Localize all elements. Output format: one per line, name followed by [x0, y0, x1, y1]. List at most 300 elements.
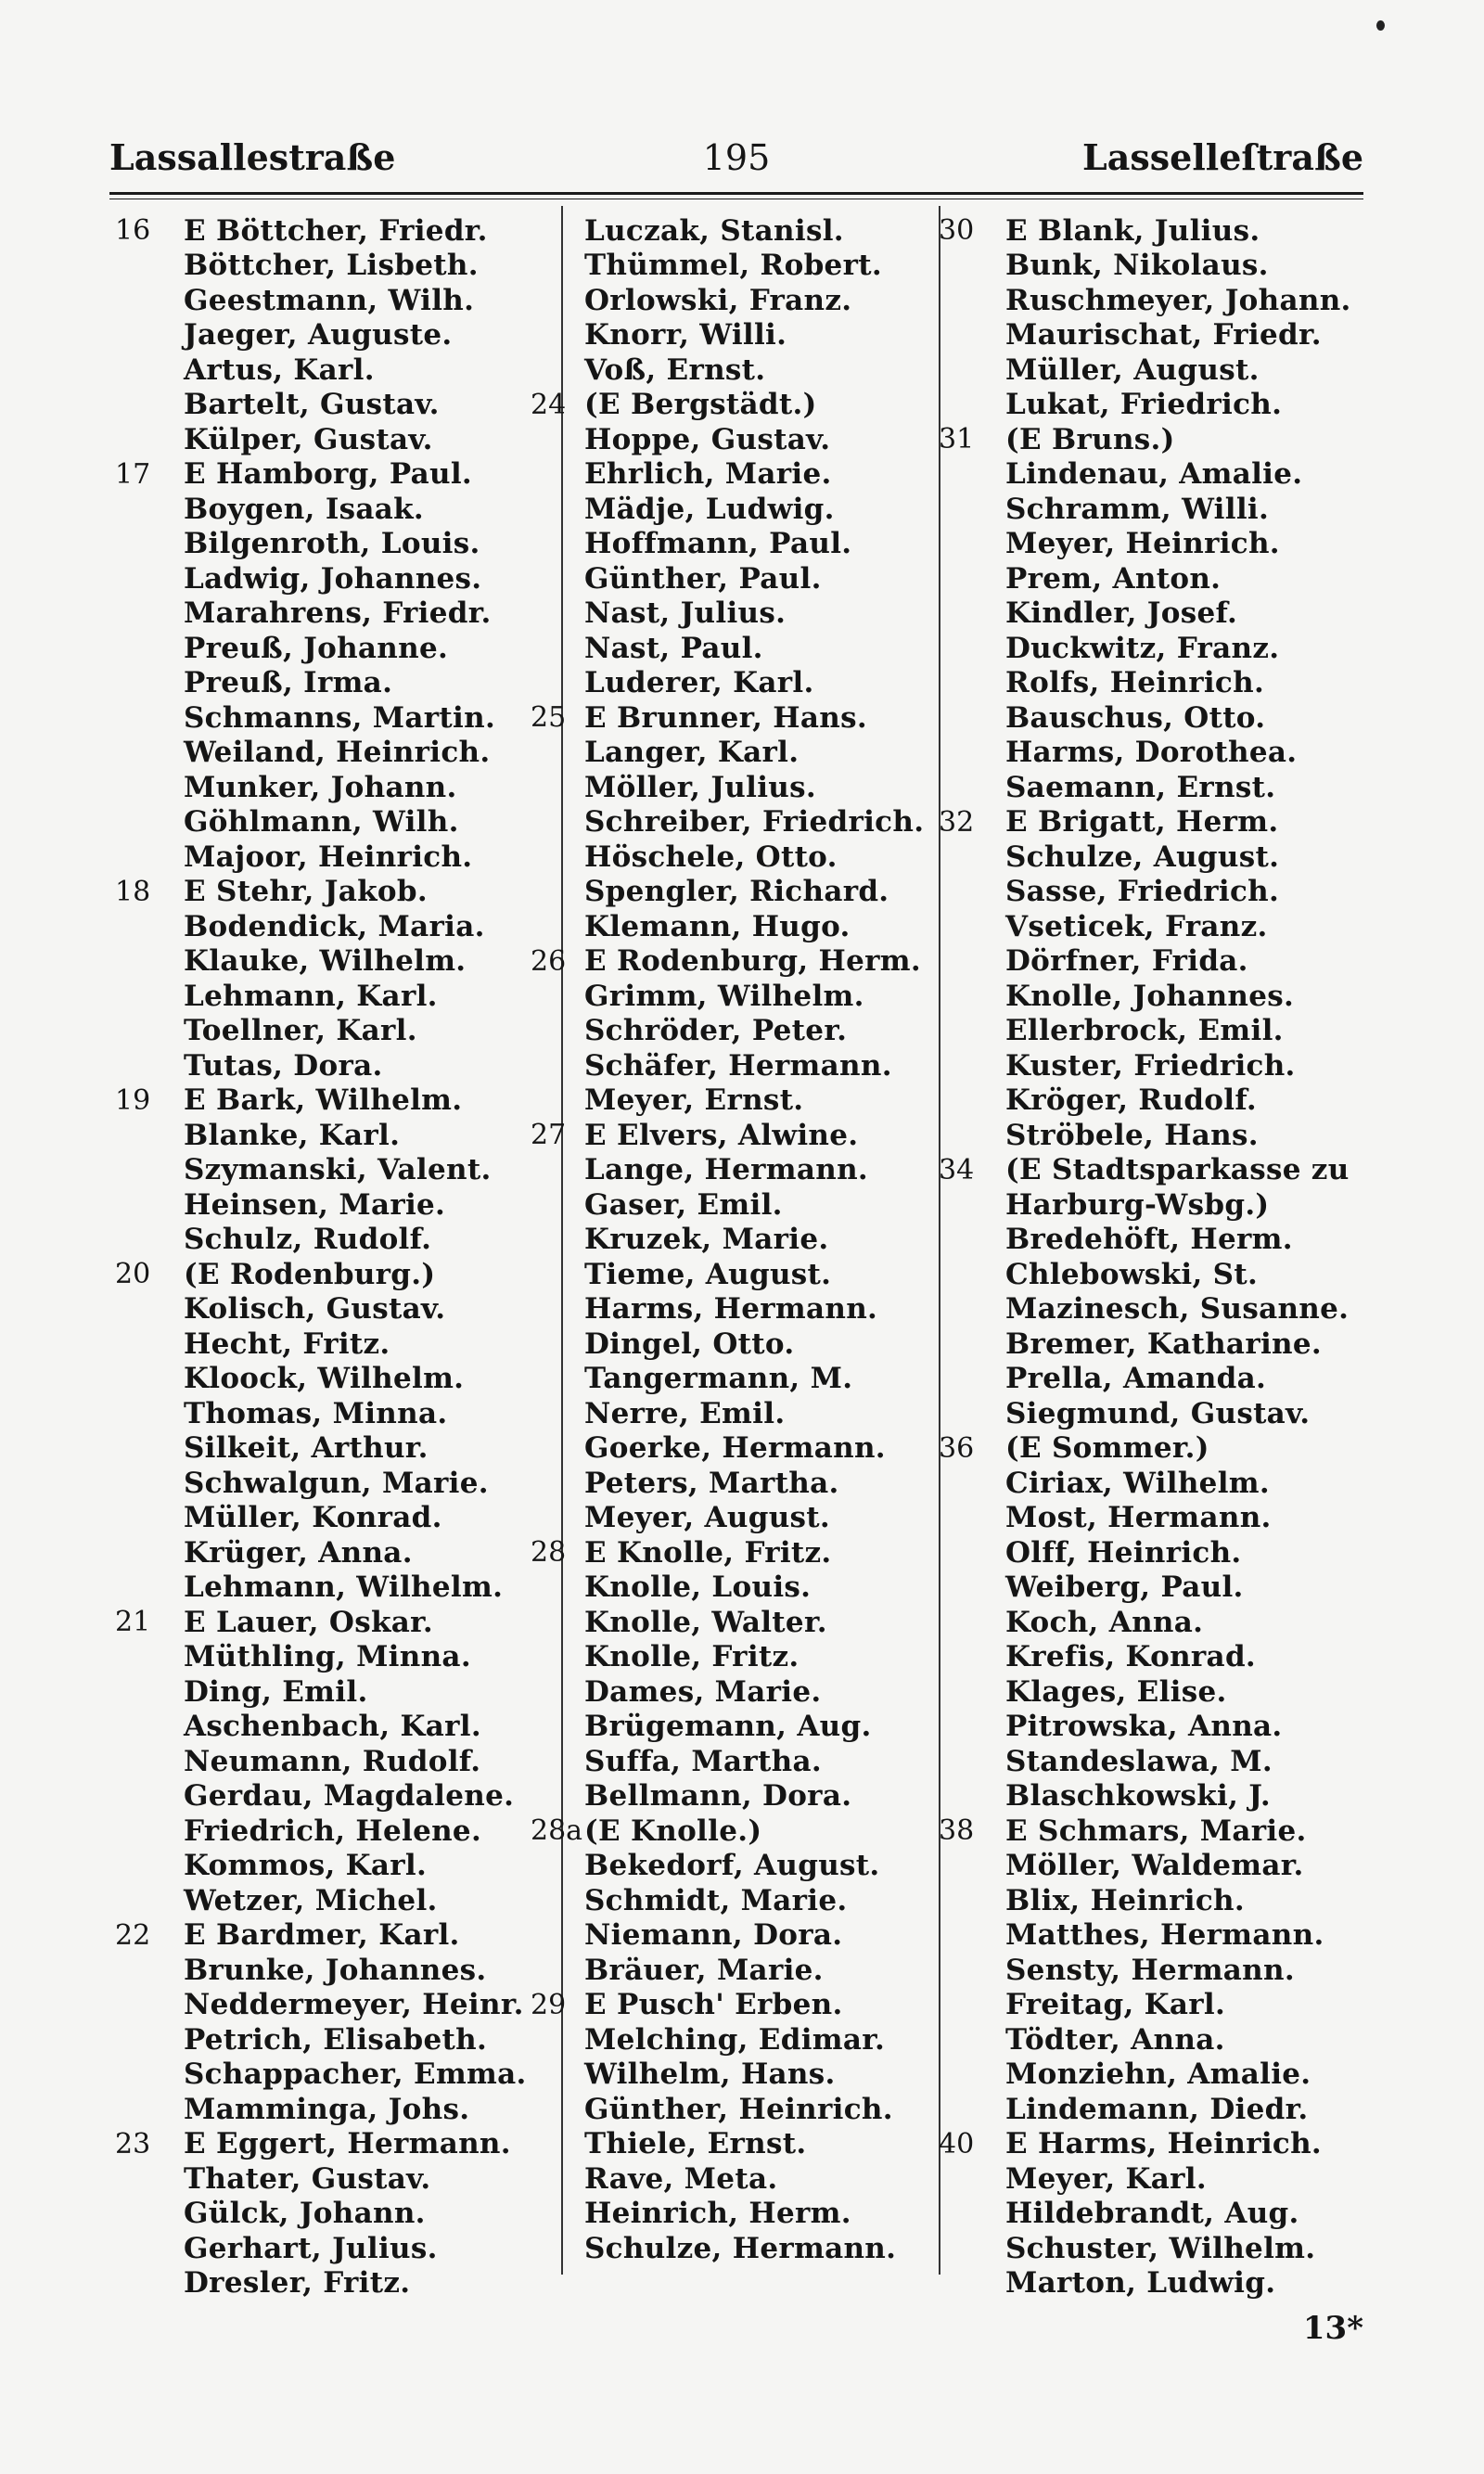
directory-entry: [531, 1849, 939, 1884]
resident-name: E Hamborg, Paul.: [184, 457, 473, 492]
column-2: [531, 213, 939, 2266]
header-street-right: Lasselleſtraße: [1082, 136, 1363, 178]
directory-entry: [939, 213, 1365, 249]
resident-name: Knolle, Fritz.: [584, 1640, 800, 1674]
resident-name: (E Stadtsparkasse zu: [1005, 1153, 1350, 1187]
house-number: 18: [115, 875, 151, 908]
directory-entry: [109, 2231, 527, 2266]
resident-name: Goerke, Hermann.: [584, 1431, 886, 1466]
directory-entry: [109, 1153, 527, 1188]
resident-name: Dresler, Fritz.: [184, 2266, 411, 2301]
directory-entry: [939, 840, 1365, 875]
resident-name: Thiele, Ernst.: [584, 2127, 807, 2161]
directory-entry: [531, 1883, 939, 1918]
resident-name: E Blank, Julius.: [1005, 213, 1260, 248]
resident-name: Hoffmann, Paul.: [584, 527, 852, 561]
directory-entry: [109, 1223, 527, 1258]
resident-name: Mazinesch, Susanne.: [1005, 1292, 1350, 1327]
directory-entry: [109, 805, 527, 840]
directory-entry: [109, 1535, 527, 1570]
resident-name: Rave, Meta.: [584, 2161, 778, 2196]
directory-entry: [109, 1292, 527, 1327]
directory-entry: [939, 2092, 1365, 2127]
resident-name: Thater, Gustav.: [184, 2161, 431, 2196]
resident-name: Orlowski, Franz.: [584, 283, 852, 317]
directory-entry: [939, 1327, 1365, 1362]
resident-name: Knorr, Willi.: [584, 318, 787, 353]
resident-name: Blanke, Karl.: [184, 1118, 401, 1152]
directory-entry: [109, 1640, 527, 1675]
directory-entry: [939, 1883, 1365, 1918]
directory-entry: [939, 944, 1365, 980]
directory-entry: [531, 1118, 939, 1153]
resident-name: Artus, Karl.: [184, 353, 375, 387]
resident-name: Knolle, Johannes.: [1005, 979, 1295, 1013]
resident-name: Schuster, Wilhelm.: [1005, 2231, 1316, 2265]
resident-name: Günther, Paul.: [584, 561, 822, 596]
resident-name: Schramm, Willi.: [1005, 492, 1270, 526]
resident-name: Ellerbrock, Emil.: [1005, 1014, 1284, 1048]
page-number: 195: [702, 137, 771, 178]
directory-entry: [109, 283, 527, 318]
directory-entry: [531, 805, 939, 840]
directory-entry: [109, 2057, 527, 2093]
resident-name: Schröder, Peter.: [584, 1014, 848, 1048]
resident-name: Blix, Heinrich.: [1005, 1883, 1245, 1917]
resident-name: Boygen, Isaak.: [184, 492, 425, 526]
directory-entry: [109, 1674, 527, 1710]
directory-entry: [939, 1674, 1365, 1710]
resident-name: Bilgenroth, Louis.: [184, 527, 480, 561]
house-number: 28: [531, 1536, 567, 1570]
directory-entry: [939, 1988, 1365, 2023]
directory-entry: [531, 2197, 939, 2232]
resident-name: Meyer, August.: [584, 1501, 831, 1535]
directory-entry: [939, 1849, 1365, 1884]
resident-name: Schappacher, Emma.: [184, 2057, 527, 2092]
resident-name: Mädje, Ludwig.: [584, 492, 835, 526]
directory-entry: [531, 2127, 939, 2162]
directory-entry: [109, 249, 527, 284]
directory-entry: [109, 1362, 527, 1397]
directory-entry: [531, 1014, 939, 1049]
resident-name: Ciriax, Wilhelm.: [1005, 1466, 1270, 1500]
directory-entry: [939, 1153, 1365, 1188]
resident-name: Freitag, Karl.: [1005, 1988, 1226, 2022]
resident-name: Kindler, Josef.: [1005, 596, 1238, 631]
directory-entry: [531, 1501, 939, 1536]
resident-name: Bauschus, Otto.: [1005, 700, 1266, 735]
resident-name: Bräuer, Marie.: [584, 1953, 824, 1987]
directory-entry: [939, 388, 1365, 423]
directory-entry: [531, 875, 939, 910]
resident-name: Nerre, Emil.: [584, 1396, 786, 1430]
resident-name: Schwalgun, Marie.: [184, 1466, 489, 1500]
house-number: 24: [531, 388, 567, 421]
resident-name: Klages, Elise.: [1005, 1674, 1227, 1709]
directory-entry: [109, 1048, 527, 1083]
resident-name: Gerhart, Julius.: [184, 2231, 438, 2265]
resident-name: Marton, Ludwig.: [1005, 2266, 1276, 2301]
resident-name: Bodendick, Maria.: [184, 909, 485, 943]
resident-name: Meyer, Heinrich.: [1005, 527, 1280, 561]
resident-name: Melching, Edimar.: [584, 2022, 886, 2057]
directory-entry: [531, 596, 939, 632]
resident-name: Klauke, Wilhelm.: [184, 944, 467, 979]
directory-entry: [531, 1466, 939, 1501]
resident-name: E Schmars, Marie.: [1005, 1814, 1307, 1848]
directory-entry: [939, 1431, 1365, 1467]
header-rule-thick: [109, 192, 1363, 195]
directory-entry: [939, 2127, 1365, 2162]
directory-entry: [939, 2197, 1365, 2232]
directory-entry: [109, 1744, 527, 1779]
resident-name: Spengler, Richard.: [584, 875, 889, 909]
directory-entry: [939, 561, 1365, 596]
directory-entry: [939, 596, 1365, 632]
directory-entry: [939, 2022, 1365, 2057]
resident-name: Most, Hermann.: [1005, 1501, 1272, 1535]
directory-entry: [531, 318, 939, 353]
directory-entry: [109, 1849, 527, 1884]
resident-name: Schulze, Hermann.: [584, 2231, 897, 2265]
directory-entry: [109, 1466, 527, 1501]
resident-name: Hecht, Fritz.: [184, 1327, 390, 1361]
directory-entry: [939, 1048, 1365, 1083]
resident-name: Weiland, Heinrich.: [184, 736, 491, 770]
directory-entry: [531, 840, 939, 875]
resident-name: Harms, Dorothea.: [1005, 736, 1298, 770]
resident-name: Gülck, Johann.: [184, 2197, 426, 2231]
resident-name: Harms, Hermann.: [584, 1292, 878, 1327]
directory-entry: [939, 979, 1365, 1014]
house-number: 19: [115, 1083, 151, 1117]
directory-entry: [531, 736, 939, 771]
resident-name: Monziehn, Amalie.: [1005, 2057, 1311, 2092]
resident-name: Meyer, Karl.: [1005, 2161, 1207, 2196]
resident-name: E Stehr, Jakob.: [184, 875, 428, 909]
directory-entry: [531, 561, 939, 596]
resident-name: Luczak, Stanisl.: [584, 213, 844, 248]
resident-name: Petrich, Elisabeth.: [184, 2022, 488, 2057]
resident-name: Tödter, Anna.: [1005, 2022, 1225, 2057]
resident-name: E Rodenburg, Herm.: [584, 944, 921, 979]
resident-name: Hildebrandt, Aug.: [1005, 2197, 1299, 2231]
resident-name: Schmanns, Martin.: [184, 700, 496, 735]
house-number: 31: [939, 423, 975, 456]
directory-entry: [109, 1988, 527, 2023]
directory-entry: [109, 1501, 527, 1536]
directory-entry: [531, 1744, 939, 1779]
resident-name: E Brigatt, Herm.: [1005, 805, 1279, 840]
directory-entry: [939, 283, 1365, 318]
resident-name: Chlebowski, St.: [1005, 1257, 1259, 1291]
directory-entry: [109, 2022, 527, 2057]
directory-entry: [109, 700, 527, 736]
directory-entry: [939, 1918, 1365, 1954]
house-number: 30: [939, 214, 975, 248]
directory-entry: [939, 353, 1365, 388]
directory-entry: [109, 1327, 527, 1362]
directory-entry: [531, 2231, 939, 2266]
resident-name: Peters, Martha.: [584, 1466, 839, 1500]
directory-entry: [109, 561, 527, 596]
directory-entry: [939, 1396, 1365, 1431]
directory-entry: [109, 840, 527, 875]
directory-entry: [531, 1570, 939, 1606]
directory-entry: [109, 596, 527, 632]
resident-name: Thomas, Minna.: [184, 1396, 448, 1430]
resident-name: Szymanski, Valent.: [184, 1153, 492, 1187]
resident-name: Gerdau, Magdalene.: [184, 1779, 515, 1814]
house-number: 26: [531, 944, 567, 978]
resident-name: (E Sommer.): [1005, 1431, 1209, 1466]
directory-entry: [109, 318, 527, 353]
signature-mark: 13*: [1302, 2310, 1363, 2347]
directory-entry: [109, 2161, 527, 2197]
directory-entry: [109, 1014, 527, 1049]
resident-name: Heinrich, Herm.: [584, 2197, 851, 2231]
directory-entry: [939, 1223, 1365, 1258]
resident-name: Harburg-Wsbg.): [1005, 1187, 1270, 1222]
directory-entry: [109, 875, 527, 910]
directory-entry: [531, 1223, 939, 1258]
resident-name: Bartelt, Gustav.: [184, 388, 440, 422]
directory-entry: [109, 2092, 527, 2127]
resident-name: Silkeit, Arthur.: [184, 1431, 429, 1466]
directory-entry: [939, 805, 1365, 840]
directory-entry: [109, 1605, 527, 1640]
directory-entry: [531, 2161, 939, 2197]
directory-entry: [939, 1014, 1365, 1049]
directory-entry: [109, 1187, 527, 1223]
resident-name: Nast, Paul.: [584, 631, 763, 665]
directory-entry: [531, 2022, 939, 2057]
resident-name: Brunke, Johannes.: [184, 1953, 487, 1987]
house-number: 16: [115, 214, 151, 248]
resident-name: Lehmann, Karl.: [184, 979, 438, 1013]
directory-entry: [109, 1814, 527, 1849]
resident-name: Toellner, Karl.: [184, 1014, 417, 1048]
resident-name: Gaser, Emil.: [584, 1187, 783, 1222]
resident-name: E Pusch' Erben.: [584, 1988, 843, 2022]
directory-entry: [531, 457, 939, 493]
directory-entry: [109, 1396, 527, 1431]
directory-entry: [939, 909, 1365, 944]
directory-entry: [939, 318, 1365, 353]
resident-name: Bellmann, Dora.: [584, 1779, 852, 1814]
directory-entry: [939, 2057, 1365, 2093]
resident-name: (E Bergstädt.): [584, 388, 817, 422]
resident-name: Tieme, August.: [584, 1257, 832, 1291]
house-number: 38: [939, 1814, 975, 1848]
directory-entry: [939, 1257, 1365, 1292]
resident-name: Ehrlich, Marie.: [584, 457, 832, 492]
directory-entry: [939, 457, 1365, 493]
resident-name: Kommos, Karl.: [184, 1849, 428, 1883]
resident-name: Möller, Waldemar.: [1005, 1849, 1304, 1883]
house-number: 40: [939, 2127, 975, 2160]
directory-entry: [939, 700, 1365, 736]
directory-entry: [531, 213, 939, 249]
resident-name: Schulze, August.: [1005, 840, 1280, 874]
directory-entry: [939, 1744, 1365, 1779]
directory-entry: [109, 1083, 527, 1119]
directory-entry: [531, 1814, 939, 1849]
resident-name: Blaschkowski, J.: [1005, 1779, 1271, 1814]
resident-name: E Böttcher, Friedr.: [184, 213, 488, 248]
directory-entry: [939, 1710, 1365, 1745]
directory-entry: [531, 527, 939, 562]
resident-name: Kolisch, Gustav.: [184, 1292, 446, 1327]
directory-entry: [109, 1710, 527, 1745]
resident-name: Suffa, Martha.: [584, 1744, 822, 1778]
directory-entry: [531, 666, 939, 701]
directory-entry: [939, 2161, 1365, 2197]
resident-name: Saemann, Ernst.: [1005, 770, 1276, 804]
directory-entry: [531, 1083, 939, 1119]
resident-name: Müller, Konrad.: [184, 1501, 442, 1535]
directory-entry: [939, 1779, 1365, 1814]
resident-name: Marahrens, Friedr.: [184, 596, 492, 631]
resident-name: Ströbele, Hans.: [1005, 1118, 1259, 1152]
resident-name: E Harms, Heinrich.: [1005, 2127, 1323, 2161]
directory-entry: [939, 1362, 1365, 1397]
house-number: 21: [115, 1606, 151, 1639]
directory-entry: [939, 1118, 1365, 1153]
resident-name: Lange, Hermann.: [584, 1153, 869, 1187]
resident-name: Külper, Gustav.: [184, 422, 433, 456]
directory-entry: [531, 1292, 939, 1327]
directory-entry: [531, 1710, 939, 1745]
resident-name: Hoppe, Gustav.: [584, 422, 831, 456]
resident-name: Schreiber, Friedrich.: [584, 805, 925, 840]
directory-entry: [939, 492, 1365, 527]
resident-name: Neddermeyer, Heinr.: [184, 1988, 524, 2022]
house-number: 17: [115, 457, 151, 491]
resident-name: Kuster, Friedrich.: [1005, 1048, 1296, 1083]
resident-name: Mamminga, Johs.: [184, 2092, 470, 2126]
house-number: 27: [531, 1119, 567, 1152]
directory-entry: [939, 631, 1365, 666]
resident-name: Standeslawa, M.: [1005, 1744, 1273, 1778]
resident-name: Niemann, Dora.: [584, 1918, 843, 1953]
directory-entry: [109, 492, 527, 527]
directory-entry: [109, 422, 527, 457]
resident-name: Munker, Johann.: [184, 770, 457, 804]
directory-entry: [531, 1187, 939, 1223]
resident-name: Lindenau, Amalie.: [1005, 457, 1303, 492]
directory-entry: [109, 1570, 527, 1606]
resident-name: Rolfs, Heinrich.: [1005, 666, 1265, 700]
directory-entry: [939, 1570, 1365, 1606]
resident-name: Dörfner, Frida.: [1005, 944, 1248, 979]
resident-name: Voß, Ernst.: [584, 353, 766, 387]
directory-entry: [531, 909, 939, 944]
resident-name: Tangermann, M.: [584, 1362, 853, 1396]
resident-name: Krüger, Anna.: [184, 1535, 413, 1570]
resident-name: E Bark, Wilhelm.: [184, 1083, 463, 1118]
directory-entry: [531, 700, 939, 736]
resident-name: Lehmann, Wilhelm.: [184, 1570, 504, 1605]
resident-name: E Eggert, Hermann.: [184, 2127, 511, 2161]
page-header: [109, 130, 1363, 186]
house-number: 25: [531, 701, 567, 735]
resident-name: Höschele, Otto.: [584, 840, 838, 874]
resident-name: (E Bruns.): [1005, 422, 1175, 456]
directory-entry: [531, 2057, 939, 2093]
house-number: 34: [939, 1153, 975, 1186]
directory-entry: [109, 2127, 527, 2162]
resident-name: Tutas, Dora.: [184, 1048, 383, 1083]
resident-name: Brügemann, Aug.: [584, 1710, 872, 1744]
directory-entry: [109, 2197, 527, 2232]
directory-entry: [109, 1883, 527, 1918]
directory-entry: [531, 492, 939, 527]
resident-name: Wilhelm, Hans.: [584, 2057, 836, 2092]
resident-name: Klemann, Hugo.: [584, 909, 851, 943]
directory-entry: [531, 1327, 939, 1362]
house-number: 32: [939, 805, 975, 839]
directory-entry: [109, 666, 527, 701]
directory-entry: [109, 979, 527, 1014]
resident-name: Siegmund, Gustav.: [1005, 1396, 1311, 1430]
column-3: [939, 213, 1365, 2301]
resident-name: E Knolle, Fritz.: [584, 1535, 832, 1570]
directory-entry: [109, 1779, 527, 1814]
resident-name: Schmidt, Marie.: [584, 1883, 848, 1917]
directory-entry: [531, 1362, 939, 1397]
directory-entry: [109, 457, 527, 493]
directory-entry: [109, 736, 527, 771]
directory-entry: [939, 1083, 1365, 1119]
directory-entry: [939, 736, 1365, 771]
resident-name: Knolle, Walter.: [584, 1605, 827, 1639]
resident-name: Sasse, Friedrich.: [1005, 875, 1280, 909]
directory-entry: [531, 1640, 939, 1675]
directory-entry: [939, 770, 1365, 805]
directory-entry: [109, 1953, 527, 1988]
resident-name: Heinsen, Marie.: [184, 1187, 446, 1222]
house-number: 36: [939, 1431, 975, 1465]
directory-entry: [531, 944, 939, 980]
directory-entry: [939, 422, 1365, 457]
directory-entry: [939, 2266, 1365, 2301]
directory-entry: [531, 353, 939, 388]
directory-entry: [939, 527, 1365, 562]
resident-name: Langer, Karl.: [584, 736, 800, 770]
directory-entry: [531, 1605, 939, 1640]
directory-entry: [939, 875, 1365, 910]
house-number: 28a: [531, 1814, 583, 1848]
directory-entry: [939, 249, 1365, 284]
resident-name: Olff, Heinrich.: [1005, 1535, 1242, 1570]
resident-name: Preuß, Irma.: [184, 666, 393, 700]
directory-entry: [531, 1535, 939, 1570]
house-number: 29: [531, 1988, 567, 2021]
directory-entry: [109, 388, 527, 423]
directory-entry: [109, 353, 527, 388]
directory-entry: [531, 2092, 939, 2127]
resident-name: Luderer, Karl.: [584, 666, 814, 700]
resident-name: Duckwitz, Franz.: [1005, 631, 1280, 665]
directory-entry: [939, 2231, 1365, 2266]
resident-name: E Elvers, Alwine.: [584, 1118, 859, 1152]
directory-entry: [939, 666, 1365, 701]
directory-entry: [939, 1535, 1365, 1570]
directory-entry: [109, 944, 527, 980]
header-street-left: Lassallestraße: [109, 136, 396, 178]
